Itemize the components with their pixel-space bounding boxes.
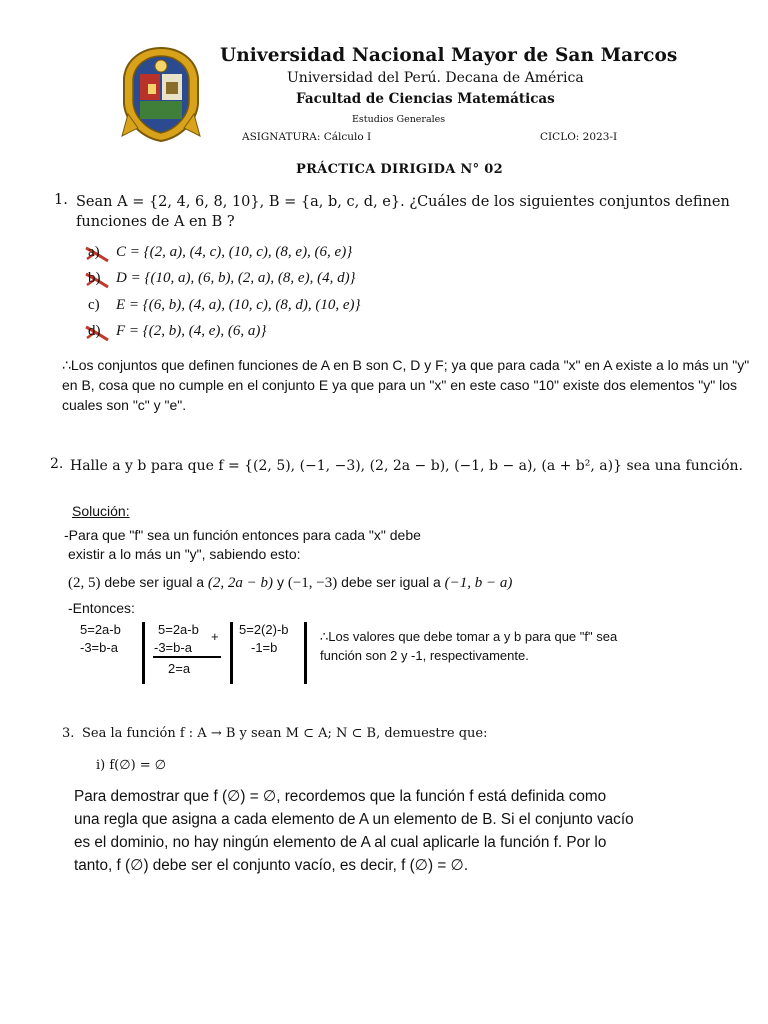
equation: 5=2a-b xyxy=(158,622,199,637)
problem-1-statement: Sean A = {2, 4, 6, 8, 10}, B = {a, b, c, d, e}. ¿Cuáles de los siguientes conjuntos definen funciones de A en B ? xyxy=(76,194,730,230)
equality-text: debe ser igual a xyxy=(104,574,205,590)
university-subtitle: Universidad del Perú. Decana de América xyxy=(287,70,584,86)
option-c xyxy=(88,297,361,314)
problem-2-number: 2. xyxy=(50,456,64,472)
system-2 xyxy=(152,621,199,678)
equation: -3=b-a xyxy=(154,640,192,655)
university-seal-icon xyxy=(118,44,204,144)
problem-3-proof: Para demostrar que f (∅) = ∅, recordemos que la función f está definida como una regla que asigna a cada elemento de A un elemento de B. Si el conjunto vacío es el dominio, no hay ningún elemento de A al cual aplicarle la función f. Por lo tanto, f (∅) debe ser el conjunto vacío, es decir, f (∅) = ∅. xyxy=(74,788,634,874)
equality-text: debe ser igual a xyxy=(341,574,441,590)
equation-result: 2=a xyxy=(168,661,191,676)
cycle-label: CICLO: 2023-I xyxy=(540,131,618,143)
entonces-label: -Entonces: xyxy=(68,600,135,616)
general-studies-label: Estudios Generales xyxy=(352,114,446,125)
faculty-name: Facultad de Ciencias Matemáticas xyxy=(296,91,555,107)
equality-line xyxy=(68,574,512,592)
problem-2-statement: Halle a y b para que f = {(2, 5), (−1, −3), (2, 2a − b), (−1, b − a), (a + b², a)} sea una función. xyxy=(70,458,743,474)
pair-2-2a-b: (2, 2a − b) xyxy=(207,575,274,591)
problem-1-answer: ∴Los conjuntos que definen funciones de A en B son C, D y F; ya que para cada "x" en A existe a lo más un "y" en B, cosa que no cumple en el conjunto E ya que para un "x" en este caso "10" existe dos elementos "y" los cuales son "c" y "e". xyxy=(62,357,750,413)
problem-3-statement: Sea la función f : A → B y sean M ⊂ A; N ⊂ B, demuestre que: xyxy=(82,726,488,741)
divider xyxy=(142,622,145,684)
equation: 5=2a-b xyxy=(80,622,121,637)
equation: -3=b-a xyxy=(80,640,118,655)
option-label: c) xyxy=(88,297,100,313)
sum-line xyxy=(153,656,221,658)
solution-line-2: existir a lo más un "y", sabiendo esto: xyxy=(68,546,301,562)
system-1 xyxy=(80,621,121,657)
pair-2-5: (2, 5) xyxy=(68,575,101,591)
problem-1-number: 1. xyxy=(54,192,68,208)
option-expression: C = {(2, a), (4, c), (10, c), (8, e), (6, e)} xyxy=(116,244,353,260)
option-label: b) xyxy=(88,270,101,286)
equation: -1=b xyxy=(251,640,278,655)
subject-label: ASIGNATURA: Cálculo I xyxy=(242,131,372,143)
option-label: d) xyxy=(88,323,101,339)
option-a xyxy=(88,244,352,261)
option-expression: E = {(6, b), (4, a), (10, c), (8, d), (10, e)} xyxy=(116,297,361,313)
option-b xyxy=(88,270,356,287)
pair-minus1-minus3: (−1, −3) xyxy=(287,575,338,591)
plus-sign: + xyxy=(211,629,219,644)
solution-title: Solución: xyxy=(72,503,130,519)
problem-3-number: 3. xyxy=(62,726,75,741)
option-label: a) xyxy=(88,244,100,260)
divider xyxy=(230,622,233,684)
system-3 xyxy=(239,621,289,657)
option-d xyxy=(88,323,266,340)
problem-3-item-i: i) f(∅) = ∅ xyxy=(96,758,167,773)
divider xyxy=(304,622,307,684)
equation: 5=2(2)-b xyxy=(239,622,289,637)
option-expression: D = {(10, a), (6, b), (2, a), (8, e), (4, d)} xyxy=(116,270,356,286)
pair-minus1-b-a: (−1, b − a) xyxy=(444,575,513,591)
problem-2-conclusion: ∴Los valores que debe tomar a y b para que "f" sea función son 2 y -1, respectivamente. xyxy=(320,629,618,663)
conjunction: y xyxy=(276,574,284,590)
solution-line-1: -Para que "f" sea un función entonces para cada "x" debe xyxy=(64,527,421,543)
university-name: Universidad Nacional Mayor de San Marcos xyxy=(220,45,678,66)
option-expression: F = {(2, b), (4, e), (6, a)} xyxy=(116,323,267,339)
practice-title: PRÁCTICA DIRIGIDA N° 02 xyxy=(296,162,503,177)
